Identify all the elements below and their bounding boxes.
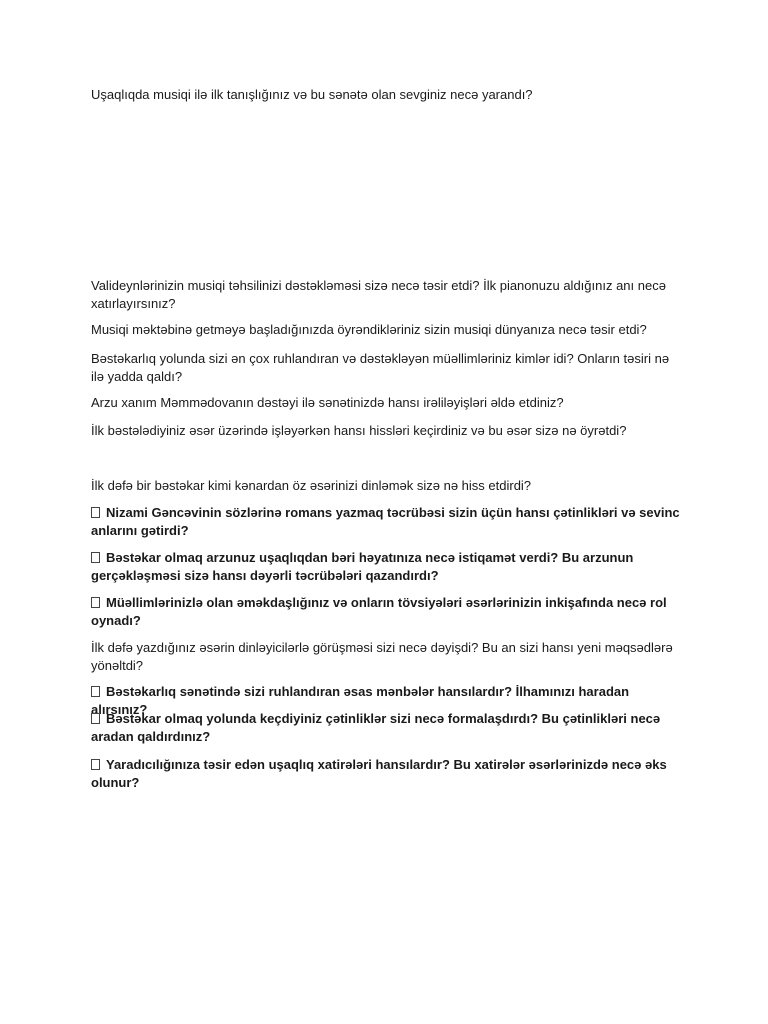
- question-text: İlk dəfə bir bəstəkar kimi kənardan öz əsərinizi dinləmək sizə nə hiss etdirdi?: [91, 478, 532, 493]
- question-paragraph: [91, 394, 681, 412]
- question-text: Valideynlərinizin musiqi təhsilinizi dəstəkləməsi sizə necə təsir etdi? İlk pianonuzu aldığınız anı necə xatırlayırsınız?: [91, 278, 666, 311]
- question-paragraph: [91, 350, 681, 386]
- question-paragraph: [91, 594, 681, 630]
- question-text: Bəstəkar olmaq arzunuz uşaqlıqdan bəri həyatınıza necə istiqamət verdi? Bu arzunun gerçəkləşməsi sizə hansı dəyərli təcrübələri qazandırdı?: [91, 550, 634, 583]
- question-text: Uşaqlıqda musiqi ilə ilk tanışlığınız və bu sənətə olan sevginiz necə yarandı?: [91, 87, 533, 102]
- question-text: Arzu xanım Məmmədovanın dəstəyi ilə sənətinizdə hansı irəliləyişləri əldə etdiniz?: [91, 395, 564, 410]
- question-paragraph: [91, 710, 681, 746]
- question-paragraph: [91, 549, 681, 585]
- question-text: Nizami Gəncəvinin sözlərinə romans yazmaq təcrübəsi sizin üçün hansı çətinlikləri və sevinc anlarını gətirdi?: [91, 505, 680, 538]
- missing-glyph-icon: [91, 713, 100, 724]
- missing-glyph-icon: [91, 552, 100, 563]
- question-paragraph: [91, 477, 681, 495]
- question-text: Musiqi məktəbinə getməyə başladığınızda öyrəndikləriniz sizin musiqi dünyanıza necə təsir etdi?: [91, 322, 647, 337]
- question-paragraph: [91, 86, 681, 104]
- question-text: Bəstəkarlıq yolunda sizi ən çox ruhlandıran və dəstəkləyən müəllimləriniz kimlər idi? Onların təsiri nə ilə yadda qaldı?: [91, 351, 670, 384]
- question-text: Müəllimlərinizlə olan əməkdaşlığınız və onların tövsiyələri əsərlərinizin inkişafında necə rol oynadı?: [91, 595, 667, 628]
- missing-glyph-icon: [91, 597, 100, 608]
- question-paragraph: [91, 504, 681, 540]
- missing-glyph-icon: [91, 507, 100, 518]
- question-paragraph: [91, 277, 681, 313]
- question-text: İlk bəstələdiyiniz əsər üzərində işləyərkən hansı hissləri keçirdiniz və bu əsər sizə nə öyrətdi?: [91, 423, 627, 438]
- question-text: Bəstəkar olmaq yolunda keçdiyiniz çətinliklər sizi necə formalaşdırdı? Bu çətinlikləri necə aradan qaldırdınız?: [91, 711, 661, 744]
- question-text: İlk dəfə yazdığınız əsərin dinləyicilərlə görüşməsi sizi necə dəyişdi? Bu an sizi hansı yeni məqsədlərə yönəltdi?: [91, 640, 673, 673]
- question-text: Yaradıcılığınıza təsir edən uşaqlıq xatirələri hansılardır? Bu xatirələr əsərlərinizdə necə əks olunur?: [91, 757, 667, 790]
- missing-glyph-icon: [91, 686, 100, 697]
- question-paragraph: [91, 321, 681, 339]
- question-text: Bəstəkarlıq sənətində sizi ruhlandıran əsas mənbələr hansılardır? İlhamınızı haradan alırsınız?: [91, 684, 630, 717]
- missing-glyph-icon: [91, 759, 100, 770]
- question-paragraph: [91, 756, 681, 792]
- question-paragraph: [91, 639, 681, 675]
- question-paragraph: [91, 422, 681, 440]
